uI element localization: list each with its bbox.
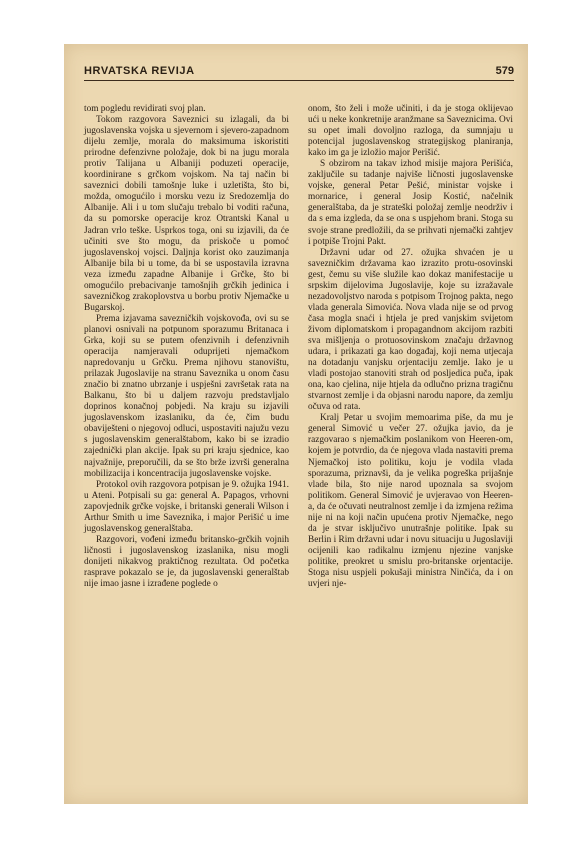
paragraph: Tokom razgovora Saveznici su izlagali, da bi jugoslavenska vojska u sjevernom i sjevero-zapadnom dijelu zemlje, morala do maksimuma iskoristiti prirodne defenzivne položaje, dok bi na jugu morala protiv Talijana u Albaniji poduzeti operacije, koordinirane s grčkom vojskom. Na taj način bi saveznici dobili tamošnje luke i uzletišta, što bi, možda, omogućilo i morsku vezu iz Sredozemlja do Albanije. Ali i u tom slučaju trebalo bi voditi računa, da su pomorske operacije kroz Otrantski Kanal u Jadran vrlo teške. Usprkos toga, oni su izjavili, da će učiniti sve što mogu, da priskoče u pomoć jugoslavenskoj vojsci. Daljnja korist oko zauzimanja Albanije bila bi u tome, da bi se uspostavila izravna veza između zapadne Albanije i Grčke, što bi omogućilo prebacivanje tamošnjih grčkih jedinica i savezničkog zrakoplovstva u borbu protiv Njemačke u Bugarskoj. — [84, 115, 289, 313]
book-page — [64, 44, 528, 804]
paragraph: Protokol ovih razgovora potpisan je 9. ožujka 1941. u Ateni. Potpisali su ga: general A. Papagos, vrhovni zapovjednik grčke vojske, i britanski generali Wilson i Arthur Smith u ime Saveznika, i major Perišić u ime jugoslavenskog generalštaba. — [84, 479, 289, 534]
journal-title: HRVATSKA REVIJA — [84, 65, 195, 77]
paragraph: Razgovori, vođeni između britansko-grčkih vojnih ličnosti i jugoslavenskog izaslanika, nisu mogli donijeti nikakvog praktičnog rezultata. Od početka rasprave pokazalo se je, da jugoslavenski generalštab nije imao jasne i izrađene poglede o — [84, 534, 289, 590]
page-number: 579 — [495, 65, 514, 77]
paragraph: tom pogledu revidirati svoj plan. — [84, 104, 206, 114]
paragraph: Prema izjavama savezničkih vojskovođa, ovi su se planovi osnivali na potpunom sporazumu Britanaca i Grka, koji su se putem ofenzivnih i defenzivnih operacija namjeravali oduprijeti njemačkom napredovanju u Grčku. Prema njihovu stanovištu, prilazak Jugoslavije na stranu Saveznika u onom času značio bi znatno ubrzanje i uspješni završetak rata na Balkanu, što bi u daljem razvoju predstavljalo doprinos konačnoj pobjedi. Na kraju su izjavili jugoslavenskom izaslaniku, da će, čim budu obaviješteni o njegovoj odluci, uspostaviti najužu vezu s jugoslavenskim generalštabom, kako bi se izradio zajednički plan akcije. Ipak su pri kraju sjednice, kao najvažnije, preporučili, da se što brže izvrši generalna mobilizacija i koncentracija jugoslavenske vojske. — [84, 313, 289, 479]
left-text-column — [84, 104, 289, 590]
paragraph: onom, što želi i može učiniti, i da je stoga oklijevao ući u neke konkretnije aranžmane sa Saveznicima. Ovi su opet imali dovoljno razloga, da sumnjaju u potencijal jugoslavenskog strategijskog planiranja, kako im ga je izložio major Perišić. — [308, 104, 513, 159]
paragraph: Državni udar od 27. ožujka shvaćen je u savezničkim državama kao izrazito protu-osovinski gest, čemu su više služile kao dokaz manifestacije u srpskim dijelovima Jugoslavije, koje su izražavale nezadovoljstvo naroda s potpisom Trojnog pakta, nego vlada generala Simovića. Nova vlada nije se od prvog časa mogla snaći i htjela je pred vanjskim svijetom živom diplomatskom i propagandnom akcijom razbiti sva mišljenja o protuosovinskom značaju državnog udara, i prikazati ga kao događaj, koji nema utjecaja na dotadanju vanjsku orjentaciju zemlje. Iako je u vladi postojao stanoviti strah od posljedica puča, ipak ona, kao cjelina, nije htjela da odlučno prizna tragičnu stvarnost zemlje i da objasni narodu napore, da zemlju očuva od rata. — [308, 247, 513, 413]
paragraph: S obzirom na takav izhod misije majora Perišića, zaključile su tadanje najviše ličnosti jugoslavenske vojske, general Petar Pešić, ministar vojske i mornarice, i general Josip Kostić, načelnik generalštaba, da je strateški položaj zemlje neodrživ i da s ema izgleda, da se ona s uspjehom brani. Stoga su svoje strane predložili, da se prihvati njemački zahtjev i potpiše Trojni Pakt. — [308, 159, 513, 247]
right-text-column — [308, 104, 513, 590]
page-header — [84, 58, 514, 81]
paragraph: Kralj Petar u svojim memoarima piše, da mu je general Simović u večer 27. ožujka javio, da je razgovarao s njemačkim poslanikom von Heeren-om, kojem je potvrdio, da će njegova vlada nastaviti prema Njemačkoj isto politiku, koju je vodila vlada sporazuma, priznavši, da je velika pogreška prijašnje vlade bila, što nije narod upoznala sa svojom politikom. General Simović je uvjeravao von Heeren-a, da će očuvati neutralnost zemlje i da izmjena režima nije ni na koji način upućena protiv Njemačke, nego da je stvar isključivo unutrašnje politike. Ipak su Berlin i Rim državni udar i novu situaciju u Jugoslaviji ocijenili kao radikalnu izmjenu njezine vanjske politike, preokret u smislu pro-britanske orjentacije. Stoga nisu uspjeli pokušaji ministra Ninčića, da i on uvjeri nje- — [308, 413, 513, 590]
